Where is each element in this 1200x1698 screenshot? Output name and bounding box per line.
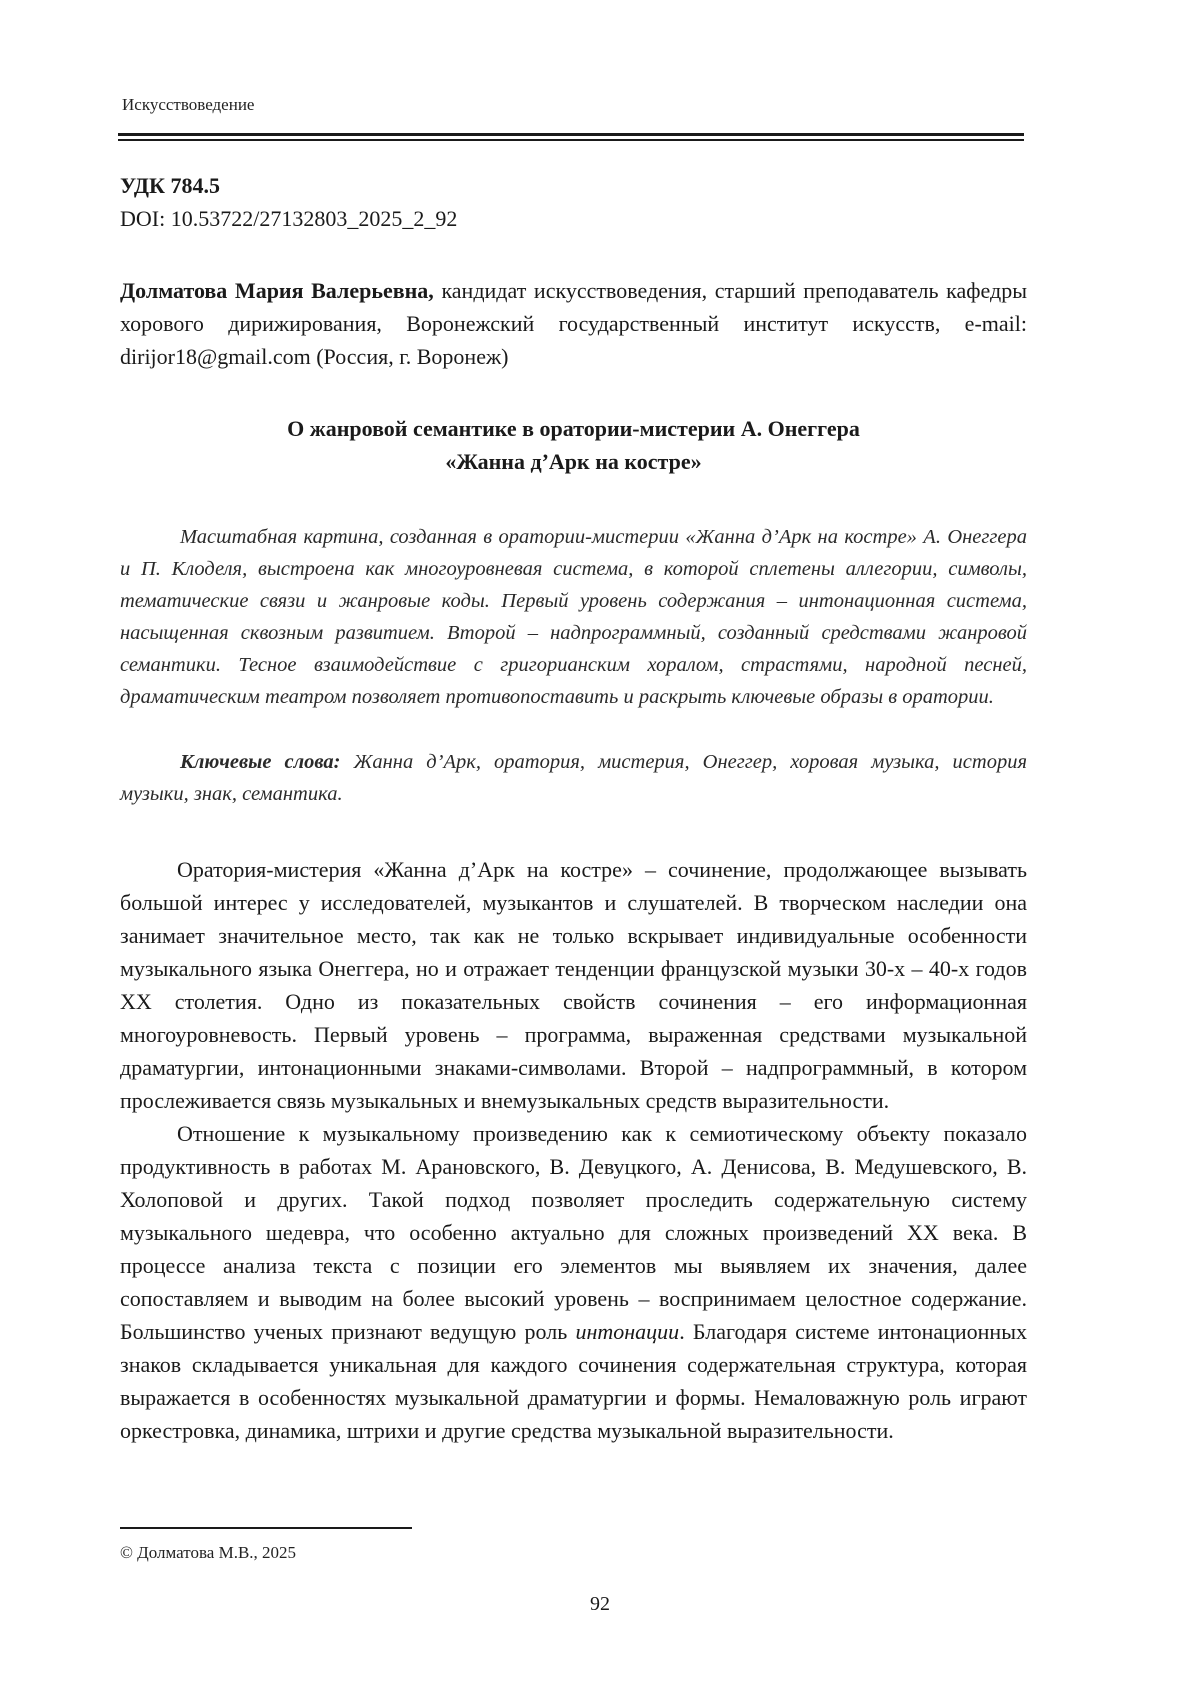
running-header-section: Искусствоведение	[122, 95, 255, 114]
body-paragraph-2-emphasis: интонации	[575, 1319, 680, 1344]
udk-code: УДК 784.5	[120, 173, 221, 198]
body-paragraph-2	[120, 1117, 1027, 1447]
doi-identifier: DOI: 10.53722/27132803_2025_2_92	[120, 206, 458, 231]
author-block	[120, 274, 1027, 373]
article-title-line2: «Жанна д’Арк на костре»	[445, 449, 702, 474]
author-name: Долматова Мария Валерьевна,	[120, 278, 434, 303]
footnote-rule	[120, 1527, 412, 1529]
keywords	[120, 746, 1027, 810]
body-paragraph-2-part-a: Отношение к музыкальному произведению как к семиотическому объекту показало продуктивность в работах М. Арановского, В. Девуцкого, А. Денисова, В. Медушевского, В. Холоповой и других. Такой подход позволяет проследить содержательную систему музыкального шедевра, что особенно актуально для сложных произведений XX века. В процессе анализа текста с позиции его элементов мы выявляем их значения, далее сопоставляем и выводим на более высокий уровень – воспринимаем целостное содержание. Большинство ученых признают ведущую роль	[120, 1121, 1027, 1344]
footnote-copyright: © Долматова М.В., 2025	[120, 1543, 297, 1562]
keywords-text: Жанна д’Арк, оратория, мистерия, Онеггер, хоровая музыка, история музыки, знак, семантика.	[120, 751, 1027, 805]
abstract-text: Масштабная картина, созданная в оратории-мистерии «Жанна д’Арк на костре» А. Онеггера и П. Клоделя, выстроена как многоуровневая система, в которой сплетены аллегории, символы, тематические связи и жанровые коды. Первый уровень содержания – интонационная система, насыщенная сквозным развитием. Второй – надпрограммный, созданный средствами жанровой семантики. Тесное взаимодействие с григорианским хоралом, страстями, народной песней, драматическим театром позволяет противопоставить и раскрыть ключевые образы в оратории.	[120, 526, 1027, 708]
body-paragraph-1: Оратория-мистерия «Жанна д’Арк на костре» – сочинение, продолжающее вызывать большой интерес у исследователей, музыкантов и слушателей. В творческом наследии она занимает значительное место, так как не только вскрывает индивидуальные особенности музыкального языка Онеггера, но и отражает тенденции французской музыки 30-х – 40-х годов XX столетия. Одно из показательных свойств сочинения – его информационная многоуровневость. Первый уровень – программа, выраженная средствами музыкальной драматургии, интонационными знаками-символами. Второй – надпрограммный, в котором прослеживается связь музыкальных и внемузыкальных средств выразительности.	[120, 857, 1027, 1113]
article-title-line1: О жанровой семантике в оратории-мистерии А. Онеггера	[287, 416, 860, 441]
body-paragraph-2-part-b: . Благодаря системе интонационных знаков складывается уникальная для каждого сочинения содержательная структура, которая выражается в особенностях музыкальной драматургии и формы. Немаловажную роль играют оркестровка, динамика, штрихи и другие средства музыкальной выразительности.	[120, 1319, 1027, 1443]
abstract	[120, 521, 1027, 713]
page-number: 92	[590, 1593, 610, 1615]
keywords-label: Ключевые слова:	[180, 751, 341, 773]
article-title	[120, 412, 1027, 478]
header-rule-thin	[118, 139, 1024, 141]
article-body	[120, 853, 1027, 1447]
author-affiliation: кандидат искусствоведения, старший преподаватель кафедры хорового дирижирования, Воронежский государственный институт искусств, e-mail: dirijor18@gmail.com (Россия, г. Воронеж)	[120, 278, 1028, 369]
header-rule-thick	[118, 133, 1024, 136]
